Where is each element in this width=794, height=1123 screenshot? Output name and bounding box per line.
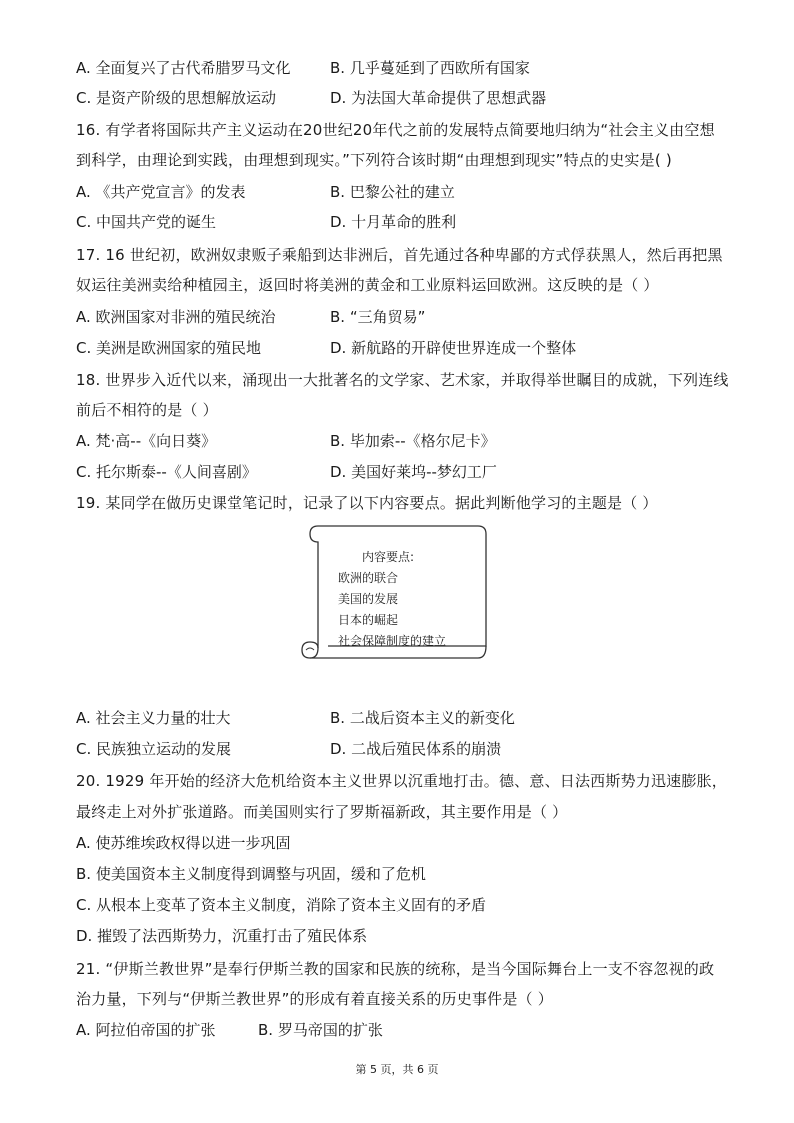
q17-option-b: B. “三角贸易” [330,308,426,326]
q18-option-a: A. 梵·高--《向日葵》 [76,432,217,450]
q17-option-a: A. 欧洲国家对非洲的殖民统治 [76,308,276,326]
q19-option-c: C. 民族独立运动的发展 [76,740,232,758]
scroll-item-2: 美国的发展 [338,592,399,606]
page-footer: 第 5 页，共 6 页 [355,1063,439,1076]
q18-option-b: B. 毕加索--《格尔尼卡》 [330,432,496,450]
q19-option-a: A. 社会主义力量的壮大 [76,709,231,727]
q18-option-d: D. 美国好莱坞--梦幻工厂 [330,463,497,481]
q15-option-c: C. 是资产阶级的思想解放运动 [76,89,277,107]
q19-stem-line1: 19. 某同学在做历史课堂笔记时，记录了以下内容要点。据此判断他学习的主题是（ ） [76,494,658,512]
q17-stem-line2: 奴运往美洲卖给种植园主，返回时将美洲的黄金和工业原料运回欧洲。这反映的是（ ） [76,276,659,294]
q20-option-b: B. 使美国资本主义制度得到调整与巩固，缓和了危机 [76,865,426,883]
q17-option-d: D. 新航路的开辟使世界连成一个整体 [330,339,577,357]
q21-stem-line1: 21. “伊斯兰教世界”是奉行伊斯兰教的国家和民族的统称，是当今国际舞台上一支不容忽视的政 [76,960,715,978]
q20-stem-line1: 20. 1929 年开始的经济大危机给资本主义世界以沉重地打击。德、意、日法西斯势力迅速膨胀， [76,772,727,790]
q18-stem-line1: 18. 世界步入近代以来，涌现出一大批著名的文学家、艺术家，并取得举世瞩目的成就，下列连线 [76,371,729,389]
scroll-item-4: 社会保障制度的建立 [338,634,447,648]
q17-stem-line1: 17. 16 世纪初，欧洲奴隶贩子乘船到达非洲后，首先通过各种卑鄙的方式俘获黑人，然后再把黑 [76,246,723,264]
q19-option-b: B. 二战后资本主义的新变化 [330,709,515,727]
q15-option-d: D. 为法国大革命提供了思想武器 [330,89,547,107]
q21-option-a: A. 阿拉伯帝国的扩张 [76,1021,216,1039]
q20-stem-line2: 最终走上对外扩张道路。而美国则实行了罗斯福新政，其主要作用是（ ） [76,803,568,821]
q20-option-c: C. 从根本上变革了资本主义制度，消除了资本主义固有的矛盾 [76,896,487,914]
q16-option-d: D. 十月革命的胜利 [330,213,457,231]
q15-option-b: B. 几乎蔓延到了西欧所有国家 [330,59,530,77]
q21-option-b: B. 罗马帝国的扩张 [258,1021,383,1039]
q16-option-b: B. 巴黎公社的建立 [330,183,455,201]
q16-option-a: A. 《共产党宣言》的发表 [76,183,246,201]
scroll-item-3: 日本的崛起 [338,613,399,627]
q16-stem-line2: 到科学，由理论到实践，由理想到现实。”下列符合该时期“由理想到现实”特点的史实是( ) [76,151,672,169]
q20-option-a: A. 使苏维埃政权得以进一步巩固 [76,834,291,852]
scroll-title: 内容要点: [362,550,415,564]
q21-stem-line2: 治力量，下列与“伊斯兰教世界”的形成有着直接关系的历史事件是（ ） [76,990,553,1008]
q17-option-c: C. 美洲是欧洲国家的殖民地 [76,339,262,357]
q16-stem-line1: 16. 有学者将国际共产主义运动在20世纪20年代之前的发展特点简要地归纳为“社会主义由空想 [76,121,715,139]
q20-option-d: D. 摧毁了法西斯势力，沉重打击了殖民体系 [76,927,368,945]
q18-option-c: C. 托尔斯泰--《人间喜剧》 [76,463,257,481]
q18-stem-line2: 前后不相符的是（ ） [76,401,218,419]
q19-option-d: D. 二战后殖民体系的崩溃 [330,740,502,758]
scroll-item-1: 欧洲的联合 [338,571,399,585]
q15-option-a: A. 全面复兴了古代希腊罗马文化 [76,59,291,77]
q16-option-c: C. 中国共产党的诞生 [76,213,217,231]
